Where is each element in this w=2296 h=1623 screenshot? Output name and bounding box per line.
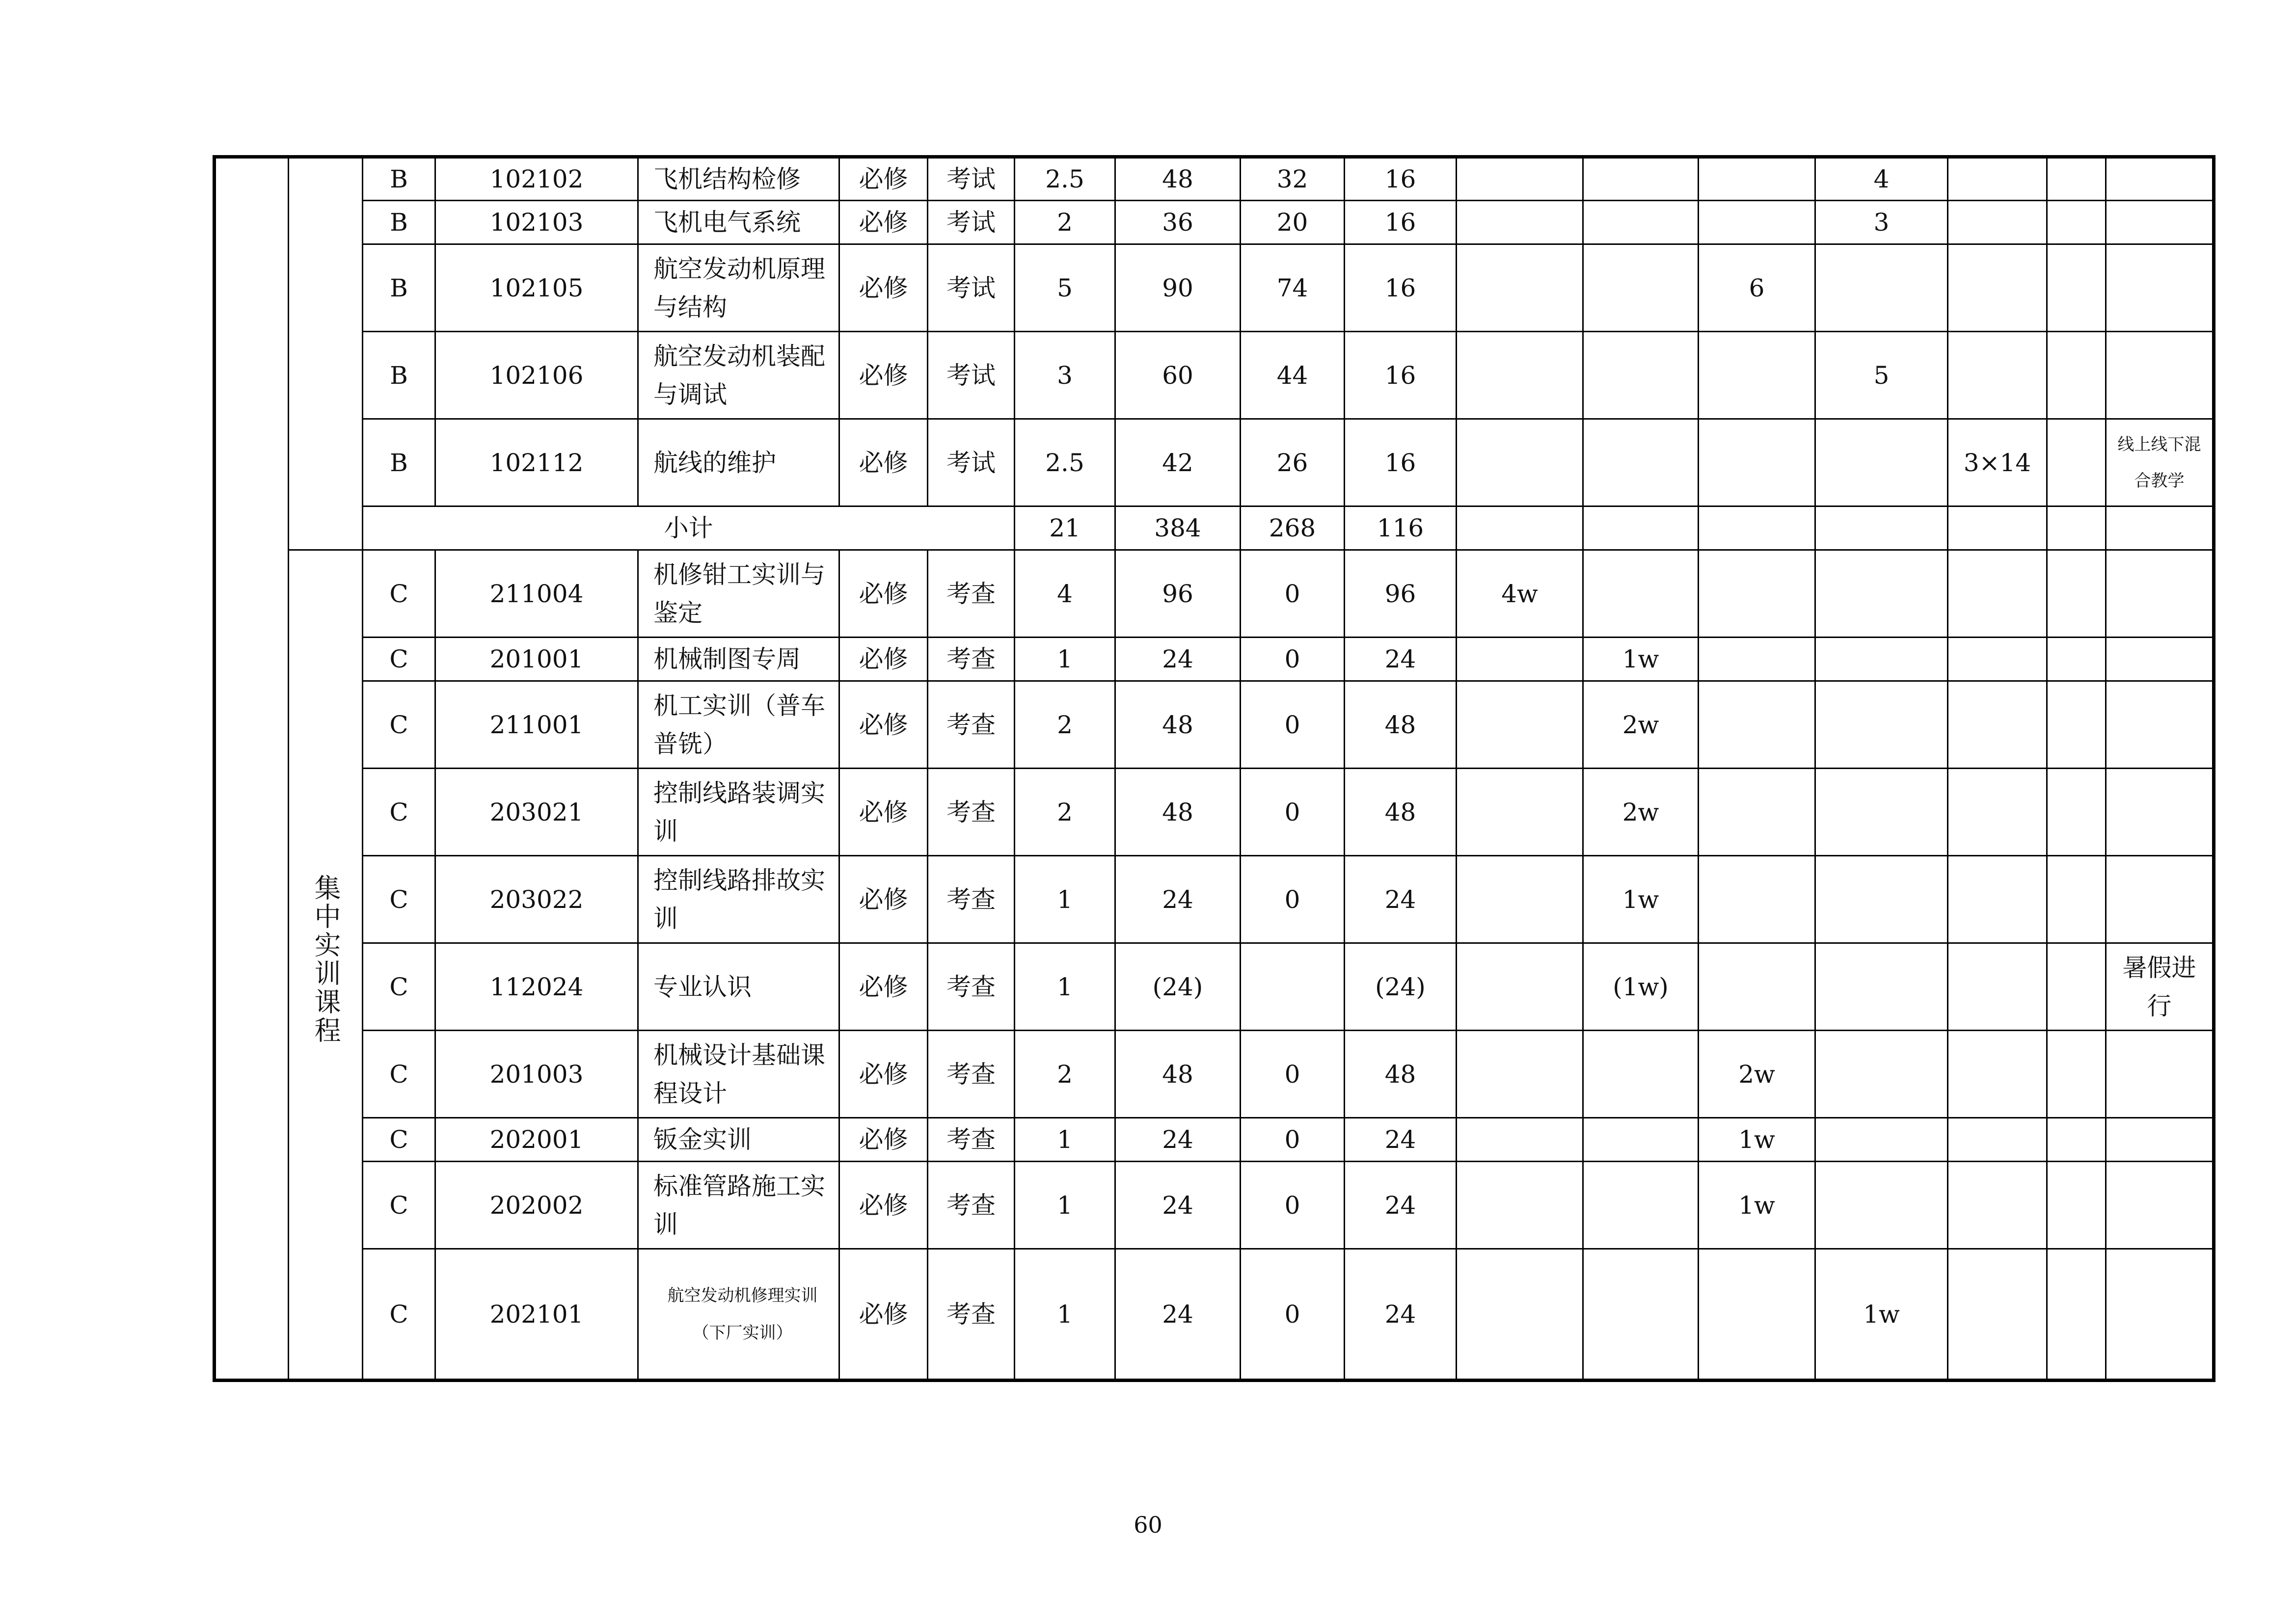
total-hours: 48 bbox=[1115, 1031, 1241, 1118]
semester-3 bbox=[1699, 856, 1815, 943]
semester-1 bbox=[1457, 201, 1583, 244]
course-name: 机工实训（普车普铣） bbox=[638, 681, 839, 769]
semester-5: 3×14 bbox=[1948, 419, 2047, 506]
practice-hours: 16 bbox=[1345, 157, 1457, 201]
course-type: B bbox=[363, 244, 435, 332]
course-code: 102106 bbox=[435, 332, 638, 419]
semester-5 bbox=[1948, 1249, 2047, 1381]
semester-1 bbox=[1457, 1118, 1583, 1162]
note bbox=[2106, 856, 2214, 943]
semester-3 bbox=[1699, 1249, 1815, 1381]
course-type: C bbox=[363, 943, 435, 1031]
semester-5 bbox=[1948, 157, 2047, 201]
semester-4 bbox=[1815, 856, 1948, 943]
semester-6 bbox=[2047, 943, 2106, 1031]
course-type: C bbox=[363, 1118, 435, 1162]
subtotal-credit: 21 bbox=[1015, 506, 1115, 550]
semester-5 bbox=[1948, 856, 2047, 943]
course-name: 钣金实训 bbox=[638, 1118, 839, 1162]
semester-5 bbox=[1948, 1118, 2047, 1162]
course-name: 航空发动机修理实训（下厂实训） bbox=[638, 1249, 839, 1381]
semester-3 bbox=[1699, 550, 1815, 638]
course-name: 机械制图专周 bbox=[638, 638, 839, 681]
semester-5 bbox=[1948, 244, 2047, 332]
semester-1 bbox=[1457, 1162, 1583, 1249]
semester-2 bbox=[1583, 1118, 1699, 1162]
course-name: 控制线路排故实训 bbox=[638, 856, 839, 943]
course-nature: 必修 bbox=[839, 550, 928, 638]
table-row bbox=[215, 1031, 2214, 1118]
semester-3 bbox=[1699, 332, 1815, 419]
semester-2: 1w bbox=[1583, 856, 1699, 943]
total-hours: 90 bbox=[1115, 244, 1241, 332]
table-row bbox=[215, 943, 2214, 1031]
semester-5 bbox=[1948, 769, 2047, 856]
note bbox=[2106, 1118, 2214, 1162]
semester-1 bbox=[1457, 681, 1583, 769]
course-code: 102105 bbox=[435, 244, 638, 332]
note bbox=[2106, 550, 2214, 638]
theory-hours: 0 bbox=[1241, 1249, 1345, 1381]
semester-6 bbox=[2047, 332, 2106, 419]
total-hours: 24 bbox=[1115, 1249, 1241, 1381]
practice-hours: 48 bbox=[1345, 681, 1457, 769]
semester-1: 4w bbox=[1457, 550, 1583, 638]
note bbox=[2106, 638, 2214, 681]
semester-3: 2w bbox=[1699, 1031, 1815, 1118]
table-row bbox=[215, 244, 2214, 332]
total-hours: 42 bbox=[1115, 419, 1241, 506]
semester-3 bbox=[1699, 769, 1815, 856]
course-nature: 必修 bbox=[839, 332, 928, 419]
credit: 1 bbox=[1015, 638, 1115, 681]
semester-4 bbox=[1815, 419, 1948, 506]
theory-hours bbox=[1241, 943, 1345, 1031]
semester-4: 3 bbox=[1815, 201, 1948, 244]
course-type: B bbox=[363, 157, 435, 201]
semester-4 bbox=[1815, 681, 1948, 769]
semester-3 bbox=[1699, 201, 1815, 244]
semester-3 bbox=[1699, 419, 1815, 506]
credit: 3 bbox=[1015, 332, 1115, 419]
credit: 4 bbox=[1015, 550, 1115, 638]
note bbox=[2106, 1162, 2214, 1249]
semester-1 bbox=[1457, 1249, 1583, 1381]
note bbox=[2106, 769, 2214, 856]
table-row bbox=[215, 1249, 2214, 1381]
course-name: 航线的维护 bbox=[638, 419, 839, 506]
assessment: 考查 bbox=[928, 1249, 1015, 1381]
semester-2 bbox=[1583, 550, 1699, 638]
assessment: 考查 bbox=[928, 638, 1015, 681]
total-hours: 96 bbox=[1115, 550, 1241, 638]
semester-4 bbox=[1815, 638, 1948, 681]
course-code: 203022 bbox=[435, 856, 638, 943]
course-nature: 必修 bbox=[839, 244, 928, 332]
course-code: 203021 bbox=[435, 769, 638, 856]
subtotal-label: 小计 bbox=[363, 506, 1015, 550]
semester-2 bbox=[1583, 1162, 1699, 1249]
semester-5 bbox=[1948, 550, 2047, 638]
total-hours: 24 bbox=[1115, 1118, 1241, 1162]
assessment: 考试 bbox=[928, 201, 1015, 244]
table-row bbox=[215, 201, 2214, 244]
semester-4 bbox=[1815, 769, 1948, 856]
credit: 1 bbox=[1015, 943, 1115, 1031]
semester-2 bbox=[1583, 1249, 1699, 1381]
note bbox=[2106, 244, 2214, 332]
semester-1 bbox=[1457, 638, 1583, 681]
note bbox=[2106, 1249, 2214, 1381]
course-type: C bbox=[363, 550, 435, 638]
course-nature: 必修 bbox=[839, 769, 928, 856]
subtotal-row bbox=[215, 506, 2214, 550]
course-nature: 必修 bbox=[839, 157, 928, 201]
theory-hours: 44 bbox=[1241, 332, 1345, 419]
semester-2 bbox=[1583, 419, 1699, 506]
table-row bbox=[215, 769, 2214, 856]
semester-3: 1w bbox=[1699, 1118, 1815, 1162]
course-type: C bbox=[363, 1031, 435, 1118]
total-hours: 60 bbox=[1115, 332, 1241, 419]
semester-2 bbox=[1583, 157, 1699, 201]
semester-5 bbox=[1948, 1031, 2047, 1118]
assessment: 考试 bbox=[928, 157, 1015, 201]
course-nature: 必修 bbox=[839, 1249, 928, 1381]
total-hours: 48 bbox=[1115, 769, 1241, 856]
table-row bbox=[215, 157, 2214, 201]
practice-hours: 24 bbox=[1345, 856, 1457, 943]
note bbox=[2106, 201, 2214, 244]
semester-5 bbox=[1948, 943, 2047, 1031]
theory-hours: 20 bbox=[1241, 201, 1345, 244]
assessment: 考查 bbox=[928, 943, 1015, 1031]
table-row bbox=[215, 550, 2214, 638]
semester-3: 1w bbox=[1699, 1162, 1815, 1249]
practice-hours: (24) bbox=[1345, 943, 1457, 1031]
semester-6 bbox=[2047, 244, 2106, 332]
total-hours: 48 bbox=[1115, 681, 1241, 769]
note bbox=[2106, 1031, 2214, 1118]
table-row bbox=[215, 1118, 2214, 1162]
assessment: 考查 bbox=[928, 769, 1015, 856]
total-hours: 24 bbox=[1115, 856, 1241, 943]
course-plan-table bbox=[213, 155, 2215, 1382]
course-name: 飞机电气系统 bbox=[638, 201, 839, 244]
credit: 5 bbox=[1015, 244, 1115, 332]
semester-2: 2w bbox=[1583, 769, 1699, 856]
course-nature: 必修 bbox=[839, 638, 928, 681]
course-nature: 必修 bbox=[839, 1162, 928, 1249]
category-c-label: 集中实训课程 bbox=[289, 550, 363, 1381]
semester-3 bbox=[1699, 638, 1815, 681]
theory-hours: 0 bbox=[1241, 1031, 1345, 1118]
credit: 2 bbox=[1015, 1031, 1115, 1118]
course-name: 飞机结构检修 bbox=[638, 157, 839, 201]
semester-6 bbox=[2047, 856, 2106, 943]
practice-hours: 24 bbox=[1345, 1162, 1457, 1249]
theory-hours: 0 bbox=[1241, 856, 1345, 943]
note bbox=[2106, 332, 2214, 419]
practice-hours: 16 bbox=[1345, 201, 1457, 244]
semester-3 bbox=[1699, 157, 1815, 201]
semester-3: 6 bbox=[1699, 244, 1815, 332]
semester-3 bbox=[1699, 943, 1815, 1031]
semester-2 bbox=[1583, 201, 1699, 244]
table-row bbox=[215, 332, 2214, 419]
theory-hours: 26 bbox=[1241, 419, 1345, 506]
course-type: C bbox=[363, 681, 435, 769]
page-number: 60 bbox=[1134, 1512, 1162, 1538]
semester-6 bbox=[2047, 681, 2106, 769]
semester-4 bbox=[1815, 943, 1948, 1031]
credit: 2 bbox=[1015, 681, 1115, 769]
course-name: 航空发动机原理与结构 bbox=[638, 244, 839, 332]
table-row bbox=[215, 681, 2214, 769]
course-nature: 必修 bbox=[839, 419, 928, 506]
note: 线上线下混合教学 bbox=[2106, 419, 2214, 506]
table-row bbox=[215, 856, 2214, 943]
semester-1 bbox=[1457, 943, 1583, 1031]
assessment: 考查 bbox=[928, 1031, 1015, 1118]
course-type: B bbox=[363, 201, 435, 244]
practice-hours: 16 bbox=[1345, 244, 1457, 332]
total-hours: 48 bbox=[1115, 157, 1241, 201]
course-type: C bbox=[363, 638, 435, 681]
course-type: C bbox=[363, 1162, 435, 1249]
semester-6 bbox=[2047, 769, 2106, 856]
theory-hours: 0 bbox=[1241, 1118, 1345, 1162]
semester-1 bbox=[1457, 769, 1583, 856]
semester-1 bbox=[1457, 856, 1583, 943]
course-code: 201003 bbox=[435, 1031, 638, 1118]
assessment: 考查 bbox=[928, 550, 1015, 638]
semester-2: 2w bbox=[1583, 681, 1699, 769]
credit: 1 bbox=[1015, 1249, 1115, 1381]
semester-1 bbox=[1457, 419, 1583, 506]
subtotal-theory-hours: 268 bbox=[1241, 506, 1345, 550]
semester-6 bbox=[2047, 1162, 2106, 1249]
table-row bbox=[215, 1162, 2214, 1249]
practice-hours: 24 bbox=[1345, 1249, 1457, 1381]
semester-2 bbox=[1583, 1031, 1699, 1118]
semester-4 bbox=[1815, 1031, 1948, 1118]
practice-hours: 24 bbox=[1345, 638, 1457, 681]
practice-hours: 48 bbox=[1345, 769, 1457, 856]
semester-5 bbox=[1948, 201, 2047, 244]
course-nature: 必修 bbox=[839, 1118, 928, 1162]
semester-6 bbox=[2047, 419, 2106, 506]
semester-3 bbox=[1699, 681, 1815, 769]
subtotal-practice-hours: 116 bbox=[1345, 506, 1457, 550]
assessment: 考试 bbox=[928, 332, 1015, 419]
course-type: C bbox=[363, 856, 435, 943]
semester-4 bbox=[1815, 1118, 1948, 1162]
course-code: 202002 bbox=[435, 1162, 638, 1249]
semester-6 bbox=[2047, 550, 2106, 638]
semester-1 bbox=[1457, 244, 1583, 332]
assessment: 考查 bbox=[928, 1118, 1015, 1162]
table-row bbox=[215, 419, 2214, 506]
assessment: 考查 bbox=[928, 1162, 1015, 1249]
semester-4 bbox=[1815, 244, 1948, 332]
credit: 2 bbox=[1015, 201, 1115, 244]
course-nature: 必修 bbox=[839, 681, 928, 769]
course-code: 201001 bbox=[435, 638, 638, 681]
course-code: 112024 bbox=[435, 943, 638, 1031]
course-name: 控制线路装调实训 bbox=[638, 769, 839, 856]
course-name: 航空发动机装配与调试 bbox=[638, 332, 839, 419]
course-nature: 必修 bbox=[839, 201, 928, 244]
course-name: 机械设计基础课程设计 bbox=[638, 1031, 839, 1118]
credit: 1 bbox=[1015, 856, 1115, 943]
course-nature: 必修 bbox=[839, 1031, 928, 1118]
course-code: 211004 bbox=[435, 550, 638, 638]
course-name: 标准管路施工实训 bbox=[638, 1162, 839, 1249]
course-code: 202101 bbox=[435, 1249, 638, 1381]
theory-hours: 74 bbox=[1241, 244, 1345, 332]
course-code: 102102 bbox=[435, 157, 638, 201]
practice-hours: 16 bbox=[1345, 419, 1457, 506]
category-b-cell bbox=[289, 157, 363, 550]
semester-6 bbox=[2047, 1249, 2106, 1381]
semester-2 bbox=[1583, 244, 1699, 332]
semester-4: 1w bbox=[1815, 1249, 1948, 1381]
theory-hours: 32 bbox=[1241, 157, 1345, 201]
semester-5 bbox=[1948, 638, 2047, 681]
semester-2: (1w) bbox=[1583, 943, 1699, 1031]
course-nature: 必修 bbox=[839, 856, 928, 943]
course-nature: 必修 bbox=[839, 943, 928, 1031]
course-code: 211001 bbox=[435, 681, 638, 769]
course-code: 102112 bbox=[435, 419, 638, 506]
semester-2 bbox=[1583, 332, 1699, 419]
semester-1 bbox=[1457, 332, 1583, 419]
note bbox=[2106, 681, 2214, 769]
assessment: 考查 bbox=[928, 681, 1015, 769]
semester-4 bbox=[1815, 1162, 1948, 1249]
semester-6 bbox=[2047, 157, 2106, 201]
semester-6 bbox=[2047, 201, 2106, 244]
semester-6 bbox=[2047, 638, 2106, 681]
course-code: 102103 bbox=[435, 201, 638, 244]
total-hours: 24 bbox=[1115, 1162, 1241, 1249]
note: 暑假进行 bbox=[2106, 943, 2214, 1031]
assessment: 考查 bbox=[928, 856, 1015, 943]
semester-5 bbox=[1948, 1162, 2047, 1249]
note bbox=[2106, 157, 2214, 201]
practice-hours: 24 bbox=[1345, 1118, 1457, 1162]
semester-1 bbox=[1457, 157, 1583, 201]
theory-hours: 0 bbox=[1241, 681, 1345, 769]
semester-6 bbox=[2047, 1031, 2106, 1118]
total-hours: 24 bbox=[1115, 638, 1241, 681]
credit: 2 bbox=[1015, 769, 1115, 856]
practice-hours: 48 bbox=[1345, 1031, 1457, 1118]
theory-hours: 0 bbox=[1241, 550, 1345, 638]
theory-hours: 0 bbox=[1241, 769, 1345, 856]
total-hours: 36 bbox=[1115, 201, 1241, 244]
assessment: 考试 bbox=[928, 244, 1015, 332]
theory-hours: 0 bbox=[1241, 638, 1345, 681]
assessment: 考试 bbox=[928, 419, 1015, 506]
course-type: B bbox=[363, 419, 435, 506]
total-hours: (24) bbox=[1115, 943, 1241, 1031]
semester-5 bbox=[1948, 332, 2047, 419]
semester-4 bbox=[1815, 550, 1948, 638]
table-row bbox=[215, 638, 2214, 681]
credit: 1 bbox=[1015, 1118, 1115, 1162]
course-name: 专业认识 bbox=[638, 943, 839, 1031]
category-outer-cell bbox=[215, 157, 289, 1381]
credit: 1 bbox=[1015, 1162, 1115, 1249]
course-code: 202001 bbox=[435, 1118, 638, 1162]
semester-6 bbox=[2047, 1118, 2106, 1162]
theory-hours: 0 bbox=[1241, 1162, 1345, 1249]
semester-2: 1w bbox=[1583, 638, 1699, 681]
semester-4: 4 bbox=[1815, 157, 1948, 201]
course-type: C bbox=[363, 1249, 435, 1381]
semester-5 bbox=[1948, 681, 2047, 769]
course-type: C bbox=[363, 769, 435, 856]
practice-hours: 16 bbox=[1345, 332, 1457, 419]
practice-hours: 96 bbox=[1345, 550, 1457, 638]
credit: 2.5 bbox=[1015, 419, 1115, 506]
semester-1 bbox=[1457, 1031, 1583, 1118]
credit: 2.5 bbox=[1015, 157, 1115, 201]
subtotal-total-hours: 384 bbox=[1115, 506, 1241, 550]
course-type: B bbox=[363, 332, 435, 419]
semester-4: 5 bbox=[1815, 332, 1948, 419]
course-name: 机修钳工实训与鉴定 bbox=[638, 550, 839, 638]
